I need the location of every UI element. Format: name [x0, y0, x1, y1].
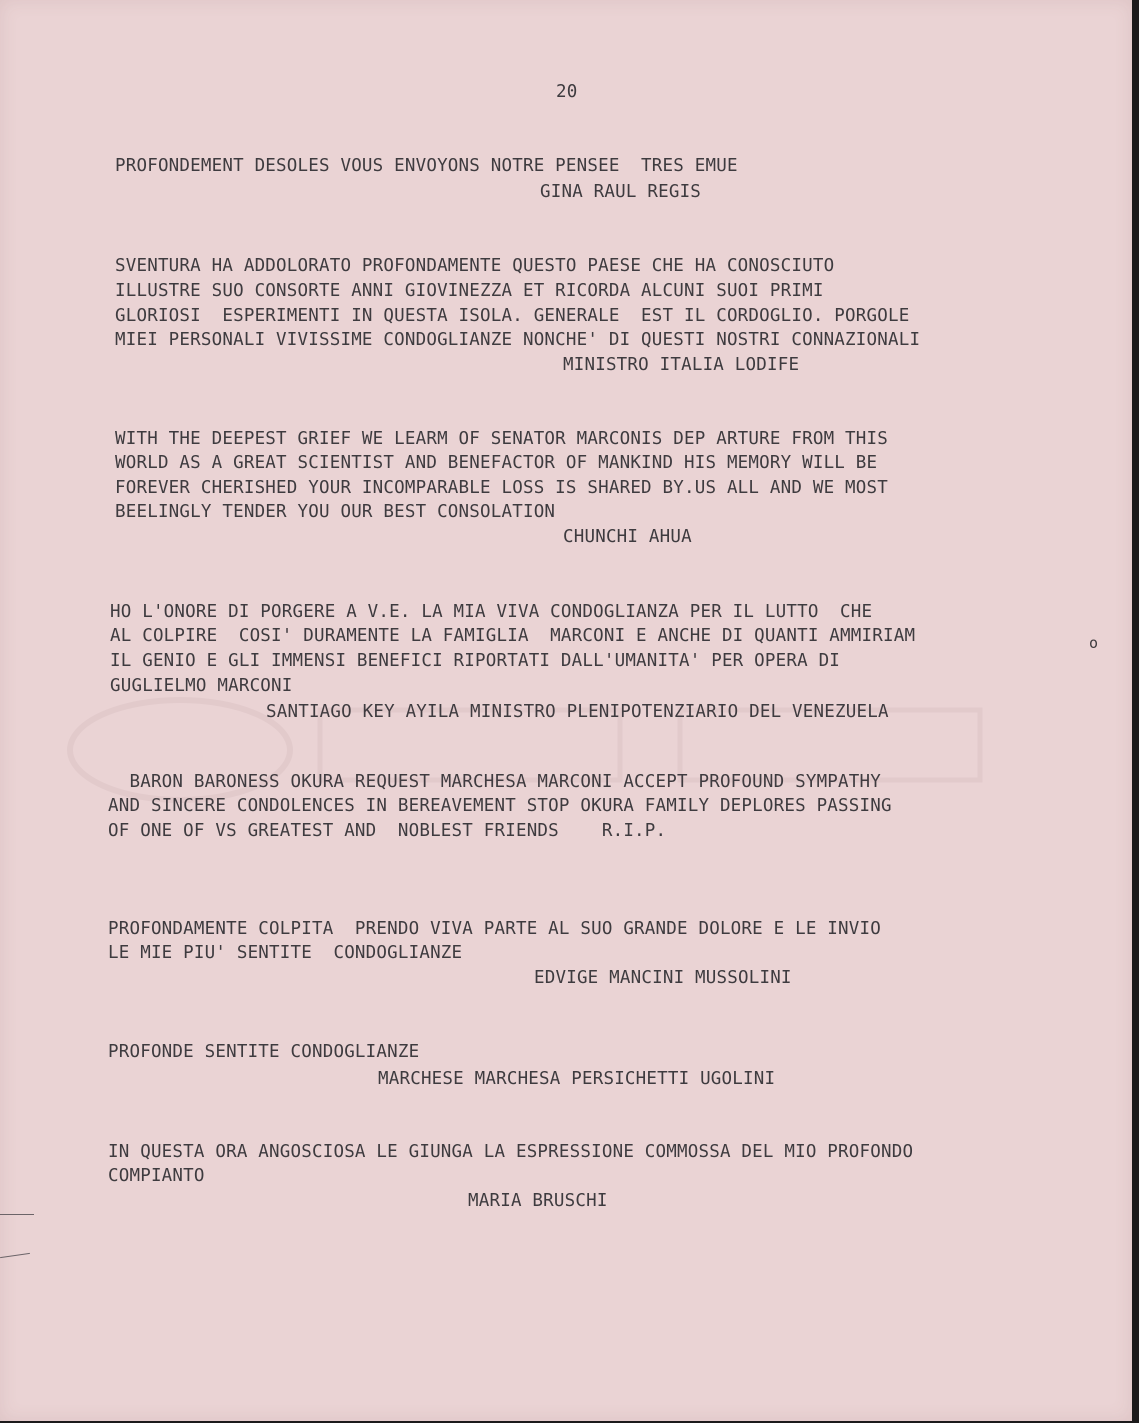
message-7-signature: MARCHESE MARCHESA PERSICHETTI UGOLINI [378, 1069, 776, 1089]
message-4-line-1: HO L'ONORE DI PORGERE A V.E. LA MIA VIVA CONDOGLIANZA PER IL LUTTO CHE [110, 602, 873, 622]
message-1-signature: GINA RAUL REGIS [540, 182, 702, 202]
scan-border [1132, 0, 1139, 1423]
message-6-line-1: PROFONDAMENTE COLPITA PRENDO VIVA PARTE AL SUO GRANDE DOLORE E LE INVIO [108, 919, 881, 939]
message-2-line-4: MIEI PERSONALI VIVISSIME CONDOGLIANZE NONCHE' DI QUESTI NOSTRI CONNAZIONALI [115, 330, 921, 350]
message-3-line-2: WORLD AS A GREAT SCIENTIST AND BENEFACTOR OF MANKIND HIS MEMORY WILL BE [115, 453, 878, 473]
message-4-line-2: AL COLPIRE COSI' DURAMENTE LA FAMIGLIA MARCONI E ANCHE DI QUANTI AMMIRIAM [110, 626, 916, 646]
message-2-line-1: SVENTURA HA ADDOLORATO PROFONDAMENTE QUESTO PAESE CHE HA CONOSCIUTO [115, 256, 835, 276]
margin-mark: o [1089, 634, 1099, 652]
message-2-signature: MINISTRO ITALIA LODIFE [563, 355, 800, 375]
message-2-line-3: GLORIOSI ESPERIMENTI IN QUESTA ISOLA. GENERALE EST IL CORDOGLIO. PORGOLE [115, 306, 910, 326]
left-edge-mark-lower [0, 1253, 30, 1258]
message-3-line-4: BEELINGLY TENDER YOU OUR BEST CONSOLATION [115, 502, 556, 522]
message-8-line-1: IN QUESTA ORA ANGOSCIOSA LE GIUNGA LA ESPRESSIONE COMMOSSA DEL MIO PROFONDO [108, 1142, 914, 1162]
message-6-line-2: LE MIE PIU' SENTITE CONDOGLIANZE [108, 943, 463, 963]
message-4-line-3: IL GENIO E GLI IMMENSI BENEFICI RIPORTATI DALL'UMANITA' PER OPERA DI [110, 651, 841, 671]
message-5-line-2: AND SINCERE CONDOLENCES IN BEREAVEMENT STOP OKURA FAMILY DEPLORES PASSING [108, 796, 892, 816]
message-5-line-3: OF ONE OF VS GREATEST AND NOBLEST FRIENDS R.I.P. [108, 821, 667, 841]
page-number: 20 [556, 82, 578, 102]
message-7-line-1: PROFONDE SENTITE CONDOGLIANZE [108, 1042, 420, 1062]
message-3-signature: CHUNCHI AHUA [563, 527, 692, 547]
message-3-line-1: WITH THE DEEPEST GRIEF WE LEARM OF SENATOR MARCONIS DEP ARTURE FROM THIS [115, 429, 888, 449]
left-edge-mark-upper [0, 1214, 34, 1215]
message-4-line-4: GUGLIELMO MARCONI [110, 676, 293, 696]
message-6-signature: EDVIGE MANCINI MUSSOLINI [534, 968, 792, 988]
message-5-line-1: BARON BARONESS OKURA REQUEST MARCHESA MARCONI ACCEPT PROFOUND SYMPATHY [108, 772, 881, 792]
message-8-line-2: COMPIANTO [108, 1166, 205, 1186]
message-1-line-1: PROFONDEMENT DESOLES VOUS ENVOYONS NOTRE PENSEE TRES EMUE [115, 156, 738, 176]
message-4-signature: SANTIAGO KEY AYILA MINISTRO PLENIPOTENZIARIO DEL VENEZUELA [266, 702, 889, 722]
message-2-line-2: ILLUSTRE SUO CONSORTE ANNI GIOVINEZZA ET RICORDA ALCUNI SUOI PRIMI [115, 281, 824, 301]
message-3-line-3: FOREVER CHERISHED YOUR INCOMPARABLE LOSS IS SHARED BY.US ALL AND WE MOST [115, 478, 888, 498]
message-8-signature: MARIA BRUSCHI [468, 1191, 608, 1211]
